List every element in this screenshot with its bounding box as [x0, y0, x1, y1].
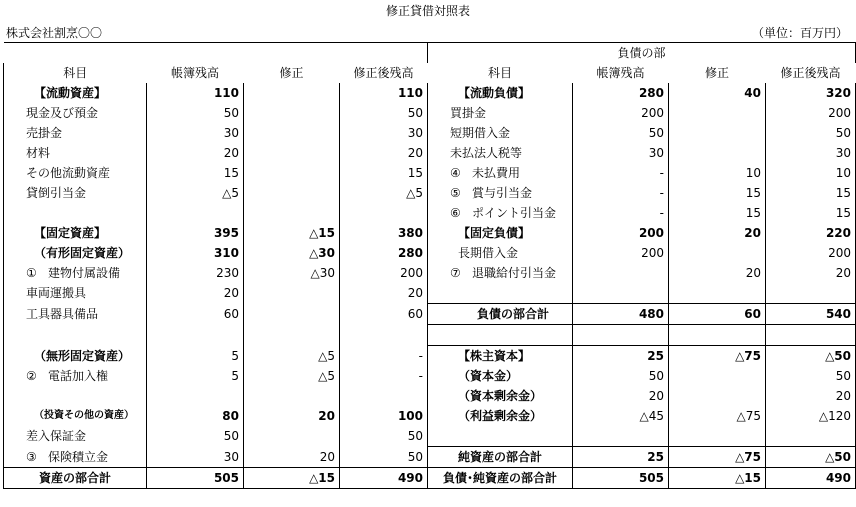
right-subject-label: 【株主資本】: [458, 349, 531, 363]
left-adjusted-value: 200: [340, 263, 428, 283]
right-subject-cell: [428, 366, 573, 386]
right-subject-label: 長期借入金: [458, 246, 519, 260]
right-subject-label: 【固定負債】: [458, 226, 531, 240]
liab-equity-total-label: 負債･純資産の部合計: [428, 468, 573, 489]
right-book-value: 25: [573, 346, 669, 367]
right-book-value: 50: [573, 366, 669, 386]
right-adjusted-value: 30: [766, 143, 856, 163]
right-book-value: 30: [573, 143, 669, 163]
right-subject-cell: [428, 283, 573, 304]
left-adj-value: △30: [244, 243, 340, 263]
left-book-value: 110: [147, 83, 244, 103]
right-adj-value: [669, 103, 766, 123]
left-subject-cell: [4, 426, 147, 447]
left-subject-cell: [4, 143, 147, 163]
left-subject-label: 現金及び預金: [26, 106, 99, 120]
right-book-value: [573, 263, 669, 283]
left-adjusted-value: 30: [340, 123, 428, 143]
left-subject-cell: [4, 283, 147, 304]
right-subject-cell: [428, 143, 573, 163]
adjustment-marker: ③: [26, 449, 37, 464]
left-book-value: 30: [147, 447, 244, 468]
left-adjusted-value: 380: [340, 223, 428, 243]
left-subject-label: 【固定資産】: [34, 226, 107, 240]
adjustment-marker: ①: [26, 266, 37, 280]
right-adjusted-value: 15: [766, 203, 856, 223]
right-book-value: -: [573, 183, 669, 203]
left-book-value: [147, 203, 244, 223]
header-adjusted: 修正後残高: [780, 66, 841, 80]
left-subject-cell: [4, 346, 147, 367]
table-row: [4, 83, 856, 103]
right-subject-cell: [428, 304, 573, 325]
left-adj-value: [244, 325, 340, 346]
right-adjusted-value: 50: [766, 366, 856, 386]
left-book-value: 15: [147, 163, 244, 183]
left-book-value: 30: [147, 123, 244, 143]
right-subject-cell: [428, 447, 573, 468]
left-book-value: [147, 325, 244, 346]
header-adj: 修正: [279, 66, 304, 80]
left-subject-cell: [4, 406, 147, 426]
left-adjusted-value: △5: [340, 183, 428, 203]
right-adjusted-value: 15: [766, 183, 856, 203]
right-adjusted-value: 20: [766, 386, 856, 406]
right-adjusted-value: 200: [766, 243, 856, 263]
right-adjusted-value: 10: [766, 163, 856, 183]
right-book-value: 480: [573, 304, 669, 325]
adjustment-marker: ⑥: [450, 206, 461, 220]
right-adj-value: 10: [669, 163, 766, 183]
left-adjusted-value: 50: [340, 103, 428, 123]
left-book-value: 50: [147, 103, 244, 123]
left-adj-value: △5: [244, 346, 340, 367]
right-subject-label: （資本剰余金）: [458, 389, 543, 403]
table-row: [4, 123, 856, 143]
left-book-value: 230: [147, 263, 244, 283]
table-row: [4, 426, 856, 447]
right-subject-label: 賞与引当金: [472, 186, 533, 200]
left-subject-label: その他流動資産: [26, 166, 111, 180]
right-adj-value: 20: [669, 223, 766, 243]
right-adj-value: 40: [669, 83, 766, 103]
header-adj: 修正: [704, 66, 729, 80]
left-book-value: [147, 386, 244, 406]
right-adj-value: [669, 143, 766, 163]
grand-total-row: [4, 468, 856, 489]
left-adj-value: △5: [244, 366, 340, 386]
left-adj-value: △15: [244, 223, 340, 243]
right-adjusted-value: [766, 325, 856, 346]
left-book-value: 60: [147, 304, 244, 325]
right-adj-value: [669, 426, 766, 447]
assets-total-label: 資産の部合計: [4, 468, 147, 489]
left-book-value: 50: [147, 426, 244, 447]
right-subject-label: 退職給付引当金: [472, 266, 557, 280]
right-adj-value: [669, 243, 766, 263]
right-adj-value: △75: [669, 447, 766, 468]
right-adj-value: 15: [669, 203, 766, 223]
left-subject-label: 売掛金: [26, 126, 63, 140]
table-row: [4, 143, 856, 163]
left-book-value: 20: [147, 143, 244, 163]
left-subject-label: （無形固定資産）: [34, 348, 131, 363]
right-subject-cell: [428, 346, 573, 367]
left-adj-value: [244, 103, 340, 123]
left-adjusted-value: 50: [340, 426, 428, 447]
company-name: 株式会社割烹〇〇: [6, 26, 103, 40]
liab-equity-total-adj: △15: [669, 468, 766, 489]
right-book-value: 200: [573, 103, 669, 123]
left-subject-label: 貸倒引当金: [26, 186, 87, 200]
left-subject-label: 差入保証金: [26, 429, 87, 444]
right-adj-value: 60: [669, 304, 766, 325]
right-book-value: 50: [573, 123, 669, 143]
left-adjusted-value: [340, 203, 428, 223]
left-adj-value: [244, 123, 340, 143]
left-book-value: △5: [147, 183, 244, 203]
right-subject-label: 短期借入金: [450, 126, 511, 140]
left-subject-label: 建物付属設備: [48, 266, 121, 280]
right-subject-label: 【流動負債】: [458, 86, 531, 100]
left-subject-cell: [4, 325, 147, 346]
left-adjusted-value: 15: [340, 163, 428, 183]
table-row: [4, 346, 856, 367]
left-adjusted-value: -: [340, 366, 428, 386]
left-book-value: 5: [147, 346, 244, 367]
right-adj-value: △75: [669, 406, 766, 426]
table-row: [4, 386, 856, 406]
assets-total-book: 505: [147, 468, 244, 489]
adjustment-marker: ⑦: [450, 266, 461, 280]
left-subject-label: 材料: [26, 146, 51, 160]
adjustment-marker: ②: [26, 369, 37, 383]
liabilities-section-header: 負債の部: [428, 43, 856, 64]
table-row: [4, 263, 856, 283]
table-row: [4, 163, 856, 183]
right-adjusted-value: △50: [766, 447, 856, 468]
left-adjusted-value: [340, 386, 428, 406]
adjustment-marker: ⑤: [450, 186, 461, 200]
left-adj-value: [244, 163, 340, 183]
table-row: [4, 325, 856, 346]
right-subject-cell: [428, 406, 573, 426]
header-adjusted: 修正後残高: [353, 66, 414, 80]
right-subject-label: 負債の部合計: [476, 307, 549, 321]
table-row: [4, 243, 856, 263]
left-book-value: 20: [147, 283, 244, 304]
left-subject-cell: [4, 163, 147, 183]
right-subject-label: 未払費用: [472, 166, 521, 180]
assets-total-adj: △15: [244, 468, 340, 489]
right-book-value: 20: [573, 386, 669, 406]
page-title: 修正貸借対照表: [385, 4, 470, 18]
right-book-value: 25: [573, 447, 669, 468]
right-adjusted-value: 20: [766, 263, 856, 283]
right-adj-value: [669, 386, 766, 406]
left-subject-cell: [4, 447, 147, 468]
column-header-row: [4, 63, 856, 83]
right-adj-value: [669, 366, 766, 386]
right-subject-cell: [428, 103, 573, 123]
left-subject-cell: [4, 366, 147, 386]
right-adjusted-value: [766, 426, 856, 447]
left-subject-label: 保険積立金: [48, 449, 109, 464]
right-book-value: -: [573, 203, 669, 223]
left-adj-value: [244, 386, 340, 406]
right-subject-label: （利益剰余金）: [458, 409, 543, 423]
left-adjusted-value: 20: [340, 143, 428, 163]
right-subject-cell: [428, 426, 573, 447]
left-subject-label: 電話加入権: [48, 369, 109, 383]
left-subject-cell: [4, 386, 147, 406]
right-book-value: [573, 426, 669, 447]
right-subject-cell: [428, 83, 573, 103]
right-subject-cell: [428, 163, 573, 183]
right-adj-value: 20: [669, 263, 766, 283]
right-book-value: △45: [573, 406, 669, 426]
left-subject-cell: [4, 203, 147, 223]
right-adj-value: [669, 123, 766, 143]
assets-total-adjusted: 490: [340, 468, 428, 489]
right-adjusted-value: [766, 283, 856, 304]
left-book-value: 80: [147, 406, 244, 426]
left-adj-value: 20: [244, 406, 340, 426]
table-row: [4, 304, 856, 325]
table-row: [4, 103, 856, 123]
right-subject-cell: [428, 325, 573, 346]
right-subject-cell: [428, 386, 573, 406]
table-row: [4, 203, 856, 223]
left-adj-value: [244, 283, 340, 304]
right-adjusted-value: 200: [766, 103, 856, 123]
left-adjusted-value: 20: [340, 283, 428, 304]
left-subject-cell: [4, 123, 147, 143]
right-subject-label: 純資産の部合計: [457, 450, 542, 464]
adjustment-marker: ④: [450, 166, 461, 180]
right-subject-cell: [428, 243, 573, 263]
right-book-value: [573, 325, 669, 346]
right-adjusted-value: △120: [766, 406, 856, 426]
table-row: [4, 447, 856, 468]
left-adj-value: △30: [244, 263, 340, 283]
left-book-value: 5: [147, 366, 244, 386]
right-adj-value: △75: [669, 346, 766, 367]
header-subject: 科目: [4, 63, 147, 83]
left-subject-label: （有形固定資産）: [34, 246, 131, 260]
left-adjusted-value: 110: [340, 83, 428, 103]
balance-sheet-table: [3, 42, 856, 489]
header-book: 帳簿残高: [170, 66, 219, 80]
left-subject-label: 車両運搬具: [26, 286, 87, 301]
left-adjusted-value: 50: [340, 447, 428, 468]
left-book-value: 395: [147, 223, 244, 243]
left-adj-value: [244, 143, 340, 163]
right-adj-value: 15: [669, 183, 766, 203]
right-subject-cell: [428, 203, 573, 223]
left-subject-label: （投資その他の資産）: [34, 410, 134, 421]
left-adjusted-value: 280: [340, 243, 428, 263]
right-subject-cell: [428, 263, 573, 283]
left-adj-value: [244, 183, 340, 203]
header-book: 帳簿残高: [596, 66, 645, 80]
right-adjusted-value: 50: [766, 123, 856, 143]
right-adjusted-value: △50: [766, 346, 856, 367]
section-header-row: [4, 43, 856, 64]
right-book-value: 200: [573, 243, 669, 263]
left-subject-cell: [4, 183, 147, 203]
right-adjusted-value: 540: [766, 304, 856, 325]
right-adj-value: [669, 283, 766, 304]
right-subject-cell: [428, 223, 573, 243]
left-adjusted-value: 100: [340, 406, 428, 426]
left-adjusted-value: [340, 325, 428, 346]
right-subject-label: （資本金）: [458, 369, 519, 383]
left-subject-cell: [4, 83, 147, 103]
table-row: [4, 183, 856, 203]
left-subject-cell: [4, 304, 147, 325]
liab-equity-total-book: 505: [573, 468, 669, 489]
left-book-value: 310: [147, 243, 244, 263]
header-subject: 科目: [487, 66, 512, 80]
left-adj-value: [244, 83, 340, 103]
left-subject-cell: [4, 243, 147, 263]
left-subject-label: 【流動資産】: [34, 86, 107, 100]
right-book-value: -: [573, 163, 669, 183]
right-subject-cell: [428, 183, 573, 203]
table-row: [4, 283, 856, 304]
table-row: [4, 366, 856, 386]
right-book-value: 280: [573, 83, 669, 103]
right-subject-label: 未払法人税等: [450, 146, 523, 160]
left-subject-label: 工具器具備品: [26, 307, 99, 321]
left-adjusted-value: 60: [340, 304, 428, 325]
right-adjusted-value: 320: [766, 83, 856, 103]
liab-equity-total-adjusted: 490: [766, 468, 856, 489]
left-subject-cell: [4, 223, 147, 243]
table-row: [4, 223, 856, 243]
right-subject-label: 買掛金: [450, 106, 487, 120]
unit-label: （単位：百万円）: [751, 26, 848, 40]
right-book-value: 200: [573, 223, 669, 243]
right-subject-cell: [428, 123, 573, 143]
left-adj-value: [244, 426, 340, 447]
left-adj-value: 20: [244, 447, 340, 468]
right-adjusted-value: 220: [766, 223, 856, 243]
left-adj-value: [244, 304, 340, 325]
table-row: [4, 406, 856, 426]
right-book-value: [573, 283, 669, 304]
left-subject-cell: [4, 263, 147, 283]
right-adj-value: [669, 325, 766, 346]
left-adj-value: [244, 203, 340, 223]
left-subject-cell: [4, 103, 147, 123]
left-adjusted-value: -: [340, 346, 428, 367]
right-subject-label: ポイント引当金: [472, 206, 557, 220]
